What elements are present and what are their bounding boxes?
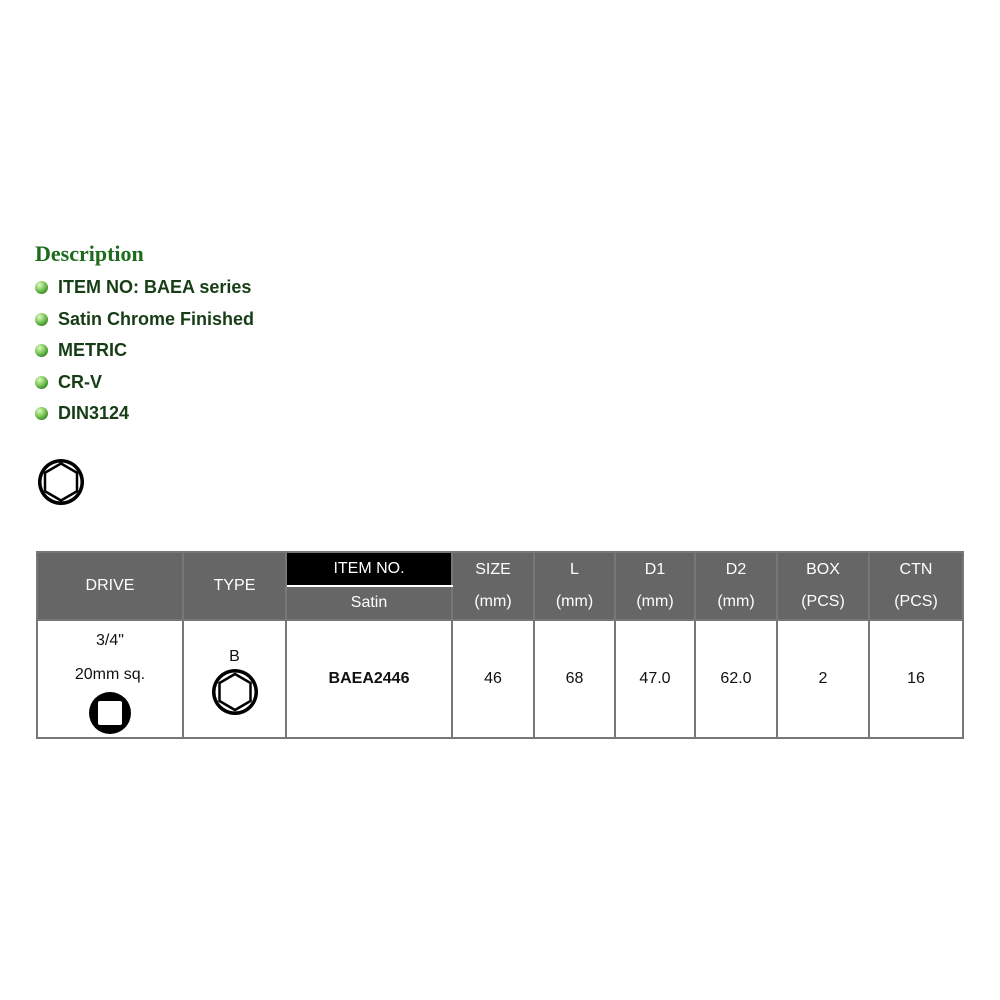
header-size-label: SIZE	[475, 561, 511, 578]
cell-d2: 62.0	[695, 620, 777, 738]
list-item	[35, 304, 254, 336]
description-list	[35, 272, 254, 430]
header-item-no: ITEM NO.	[286, 552, 452, 586]
drive-metric: 20mm sq.	[74, 666, 146, 683]
list-item-text: ITEM NO: BAEA series	[58, 277, 252, 298]
bullet-icon	[35, 344, 48, 357]
cell-drive	[37, 620, 183, 738]
list-item-text: DIN3124	[58, 403, 130, 424]
header-d1	[615, 552, 695, 620]
bullet-icon	[35, 313, 48, 326]
list-item-text: METRIC	[58, 340, 127, 361]
header-size	[452, 552, 534, 620]
header-l-label: L	[570, 561, 579, 578]
bullet-icon	[35, 376, 48, 389]
list-item-text: Satin Chrome Finished	[58, 308, 255, 329]
header-d2	[695, 552, 777, 620]
header-drive: DRIVE	[37, 552, 183, 620]
table-row	[37, 620, 963, 738]
list-item	[35, 335, 254, 367]
cell-type	[183, 620, 286, 738]
header-d2-unit: (mm)	[717, 593, 755, 610]
header-box-unit: (PCS)	[801, 593, 845, 610]
list-item	[35, 367, 254, 399]
cell-size: 46	[452, 620, 534, 738]
cell-box: 2	[777, 620, 869, 738]
bullet-icon	[35, 281, 48, 294]
cell-l: 68	[534, 620, 615, 738]
header-ctn	[869, 552, 963, 620]
drive-fraction: 3/4"	[96, 632, 124, 649]
header-l	[534, 552, 615, 620]
header-box-label: BOX	[806, 561, 840, 578]
hexagon-socket-icon	[35, 456, 87, 508]
list-item	[35, 398, 254, 430]
cell-ctn: 16	[869, 620, 963, 738]
header-d2-label: D2	[725, 561, 747, 578]
type-letter: B	[229, 648, 240, 665]
cell-item-no: BAEA2446	[286, 620, 452, 738]
list-item-text: CR-V	[58, 371, 102, 392]
square-drive-icon	[84, 691, 136, 735]
description-title: Description	[35, 241, 144, 266]
list-item	[35, 272, 254, 304]
header-type: TYPE	[183, 552, 286, 620]
cell-d1: 47.0	[615, 620, 695, 738]
spec-table	[36, 551, 964, 739]
header-d1-label: D1	[644, 561, 666, 578]
header-finish: Satin	[286, 586, 452, 620]
header-d1-unit: (mm)	[636, 593, 674, 610]
header-ctn-unit: (PCS)	[894, 593, 938, 610]
hexagon-socket-icon	[210, 667, 260, 717]
bullet-icon	[35, 407, 48, 420]
header-ctn-label: CTN	[899, 561, 933, 578]
header-l-unit: (mm)	[555, 593, 594, 610]
header-size-unit: (mm)	[474, 593, 512, 610]
header-box	[777, 552, 869, 620]
